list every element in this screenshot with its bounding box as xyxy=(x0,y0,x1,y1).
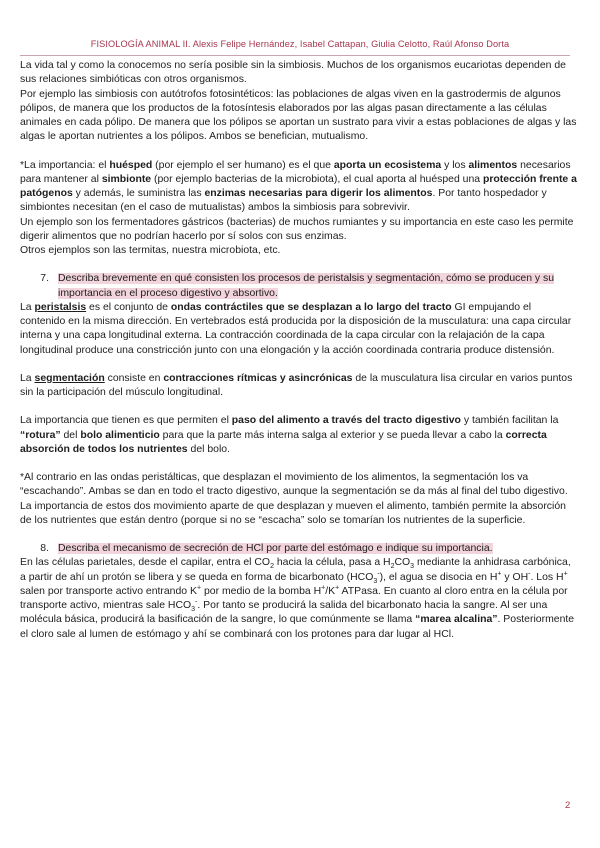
question-7-text: Describa brevemente en qué consisten los procesos de peristalsis y segmentación, cómo se producen y su importancia en el proceso digestivo y absortivo. xyxy=(58,273,555,299)
page-header: FISIOLOGÍA ANIMAL II. Alexis Felipe Hernández, Isabel Cattapan, Giulia Celotto, Raúl Afonso Dorta xyxy=(90,39,510,49)
question-8-text: Describa el mecanismo de secreción de HCl por parte del estómago e indique su importancia. xyxy=(58,543,493,554)
intro-paragraph-2: Por ejemplo las simbiosis con autótrofos fotosintéticos: las poblaciones de algas viven en la gastrodermis de algunos pólipos, de manera que los productos de la fotosíntesis elaborados por las algas pasan directamente a las células animales en cada pólipo. De manera que los pólipos se aportan un sustrato para vivir a estas poblaciones de algas y las algas le aportan nutrientes a los pólipos. Ambos se benefician, mutualismo. xyxy=(20,88,577,143)
hcl-secretion-paragraph: En las células parietales, desde el capilar, entra el $CO_2$ hacia la célula, pasa a $H_2CO_3$ mediante la anhidrasa carbónica, a partir de ahí un protón se libera y se queda en forma de bicarbonato $(HCO_3^-)$, el agua se disocia en H+ y OH-. Los H+ salen por transporte activo entrando K+ por medio de la bomba H+/K+ ATPasa. En cuanto al cloro entra en la célula por transporte activo, mientras sale $HCO_3^-$. Por tanto se producirá la salida del bicarbonato hacia la sangre. Al ser una molécula básica, producirá la basificación de la sangre, lo que comúnmente se llama “marea alcalina”. Posteriormente el cloro sale al lumen de estómago y ahí se combinará con los protones para dar lugar al HCl. xyxy=(20,557,575,640)
page-number: 2 xyxy=(565,800,571,811)
segmentation-paragraph: La segmentación consiste en contracciones rítmicas y asincrónicas de la musculatura lisa circular en varios puntos sin la participación del músculo longitudinal. xyxy=(20,372,573,398)
peristalsis-paragraph: La peristalsis es el conjunto de ondas contráctiles que se desplazan a lo largo del tracto GI empujando el contenido en la misma dirección. En vertebrados está producida por la disposición de la musculatura: una capa circular interna y una capa longitudinal externa. La contracción coordinada de la capa circular con la relajación de la capa longitudinal produce una constricción junto con una elongación y la acción coordinada contraria produce distensión. xyxy=(20,301,572,356)
other-examples: Otros ejemplos son las termitas, nuestra microbiota, etc. xyxy=(20,245,281,256)
question-8 xyxy=(20,542,578,556)
movement-importance-paragraph: La importancia que tienen es que permiten el paso del alimento a través del tracto digestivo y también facilitan la “rotura” del bolo alimenticio para que la parte más interna salga al exterior y se pueda llevar a cabo la correcta absorción de todos los nutrientes del bolo. xyxy=(20,415,559,455)
document-body xyxy=(20,59,578,642)
segmentation-note: *Al contrario en las ondas peristálticas, que desplazan el movimiento de los alimentos, la segmentación los va “escachando”. Ambas se dan en todo el tracto digestivo, aunque la segmentación se da más al final del tubo digestivo. La importancia de estos dos movimiento aparte de que desplazan y mueven el alimento, también permite la absorción de los nutrientes que están dentro (porque si no se “escacha” solo se tomarían los nutrientes de la superficie. xyxy=(20,472,568,526)
question-7 xyxy=(20,272,578,301)
importance-paragraph: *La importancia: el huésped (por ejemplo el ser humano) es el que aporta un ecosistema y los alimentos necesarios para mantener al simbionte (por ejemplo bacterias de la microbiota), el cual aporta al huésped una protección frente a patógenos y además, le suministra las enzimas necesarias para digerir los alimentos. Por tanto hospedador y simbiontes necesitan (en el caso de mutualistas) ambos la simbiosis para sobrevivir. xyxy=(20,159,577,214)
question-7-number: 7. xyxy=(40,273,49,285)
question-8-number: 8. xyxy=(40,543,49,554)
header-divider xyxy=(20,55,570,56)
intro-paragraph-1: La vida tal y como la conocemos no sería posible sin la simbiosis. Muchos de los organismos eucariotas dependen de sus relaciones simbióticas con otros organismos. xyxy=(20,60,566,86)
ruminant-example: Un ejemplo son los fermentadores gástricos (bacterias) de muchos rumiantes y su importancia en este caso les permite digerir alimentos que no podrían hacerlo por sí solos con sus enzimas. xyxy=(20,216,574,242)
